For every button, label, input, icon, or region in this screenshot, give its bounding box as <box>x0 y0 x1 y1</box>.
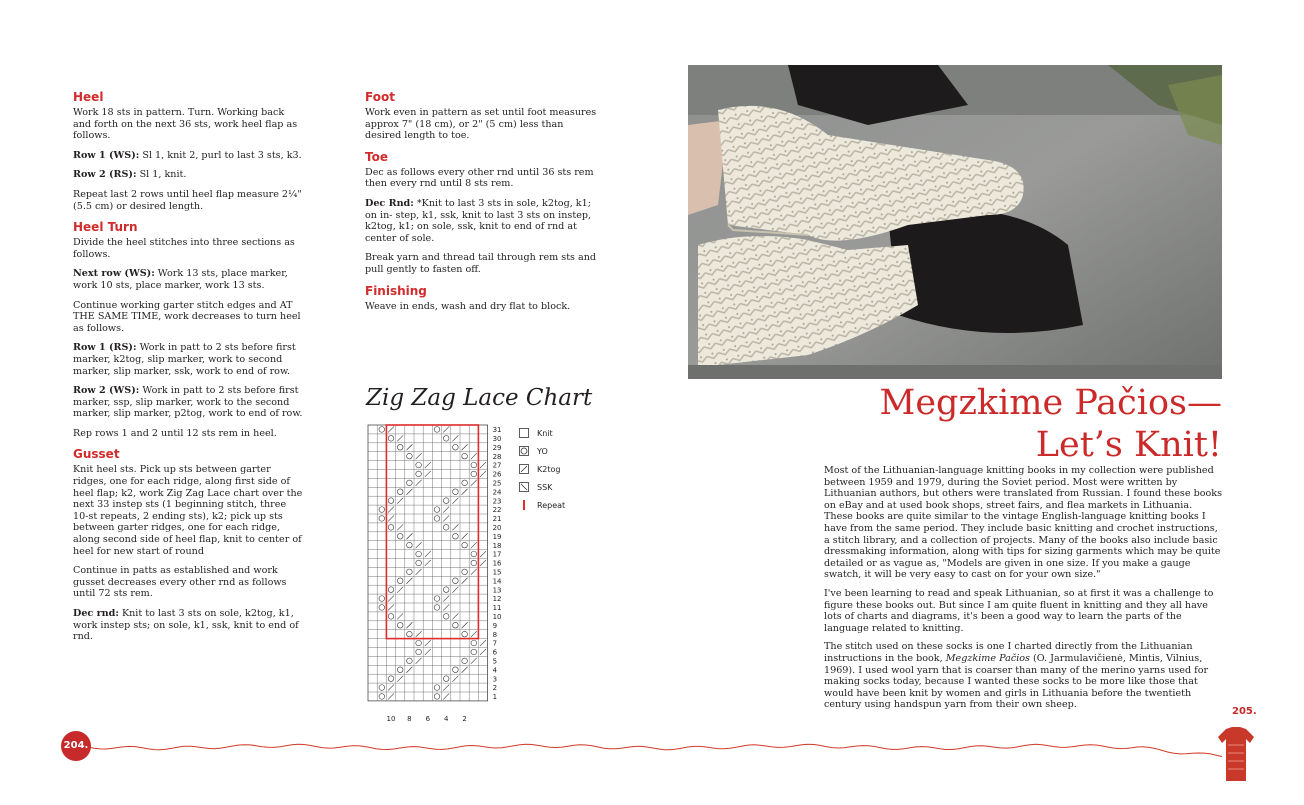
row-number-label: 8 <box>492 630 498 639</box>
middle-column <box>365 90 597 320</box>
legend-yo: YO <box>519 442 565 460</box>
heel-turn-continue: Continue working garter stitch edges and AT THE SAME TIME, work decreases to turn heel as follows. <box>73 299 301 334</box>
body-paragraph-1: Most of the Lithuanian-language knitting books in my collection were published between 1959 and 1979, during the Soviet period. Most were written by Lithuanian authors, but others were translated from Russian. I found these books on eBay and at used book shops, street fairs, and flea markets in Lithuania. These books are quite similar to the vintage English-language knitting books I have from the same period. They include basic knitting and crochet instructions, a stitch library, and a collection of projects. Many of the books also include basic dressmaking information, along with tips for sizing garments which may be quite detailed or as vague as, "Models are given in one size. If you make a gauge swatch, it will be very easy to cast on for your own size." <box>824 465 1223 581</box>
zig-zag-lace-chart <box>360 420 510 725</box>
sweater-icon <box>1216 725 1256 785</box>
row-number-label: 4 <box>492 666 498 675</box>
heel-row2: Row 2 (RS): Sl 1, knit. <box>73 169 187 181</box>
row-number-label: 15 <box>492 568 502 577</box>
heel-turn-next-row: Next row (WS): Work 13 sts, place marker, work 10 sts, place marker, work 13 sts. <box>73 268 288 291</box>
row-number-label: 17 <box>492 550 502 559</box>
row-number-label: 14 <box>492 577 502 586</box>
footer-yarn-line <box>88 735 1228 765</box>
row-number-label: 29 <box>492 443 502 452</box>
toe-paragraph: Dec as follows every other rnd until 36 sts rem then every rnd until 8 sts rem. <box>365 166 594 190</box>
finishing-paragraph: Weave in ends, wash and dry flat to block. <box>365 300 571 312</box>
column-number-label: 8 <box>407 714 412 723</box>
chart-title: Zig Zag Lace Chart <box>366 385 593 411</box>
row-number-label: 5 <box>492 657 498 666</box>
heel-turn-heading: Heel Turn <box>73 220 138 235</box>
finishing-heading: Finishing <box>365 283 427 298</box>
row-number-label: 21 <box>492 515 502 524</box>
body-paragraph-3: The stitch used on these socks is one I charted directly from the Lithuanian instructions in the book, Megzkime Pačios (O. Jarmulavičienė, Mintis, Vilnius, 1969). I used wool yarn that is coarser than many of the merino yarns used for making socks today, because I wanted these socks to be more like those that would have been knit by women and girls in Lithuania before the twentieth century using handspun yarn from their own sheep. <box>824 641 1209 711</box>
article-title <box>820 382 1222 466</box>
toe-heading: Toe <box>365 149 388 164</box>
page-number-left: 204. <box>61 731 91 761</box>
row-number-label: 10 <box>492 612 502 621</box>
row-number-label: 1 <box>492 693 498 702</box>
foot-heading: Foot <box>365 90 395 104</box>
row-number-label: 3 <box>492 675 498 684</box>
socks-photo <box>688 65 1222 379</box>
article-body <box>824 465 1222 718</box>
body-paragraph-2: I've been learning to read and speak Lithuanian, so at first it was a challenge to figure these books out. But since I am quite fluent in knitting and they all have lots of charts and diagrams, it's been a good way to learn the parts of the language related to knitting. <box>824 587 1214 634</box>
row-number-label: 16 <box>492 559 502 568</box>
row-number-label: 9 <box>492 621 498 630</box>
row-number-label: 27 <box>492 461 502 470</box>
knit-symbol-icon <box>519 428 529 438</box>
heel-turn-row2: Row 2 (WS): Work in patt to 2 sts before first marker, ssp, slip marker, work to the second marker, slip marker, p2tog, work to end of row. <box>73 385 303 420</box>
row-number-label: 25 <box>492 479 502 488</box>
gusset-continue: Continue in patts as established and work gusset decreases every other rnd as follows until 72 sts rem. <box>73 565 287 600</box>
heel-turn-paragraph: Divide the heel stitches into three sections as follows. <box>73 237 295 260</box>
column-number-label: 10 <box>386 714 396 723</box>
gusset-heading: Gusset <box>73 447 120 462</box>
foot-paragraph: Work even in pattern as set until foot measures approx 7" (18 cm), or 2" (5 cm) less than desired length to toe. <box>365 107 597 142</box>
heel-turn-repeat: Rep rows 1 and 2 until 12 sts rem in heel. <box>73 427 277 439</box>
row-number-label: 13 <box>492 586 502 595</box>
yo-symbol-icon <box>519 446 529 456</box>
gusset-paragraph: Knit heel sts. Pick up sts between garter ridges, one for each ridge, along first side of heel flap; k2, work Zig Zag Lace chart over the next 33 instep sts (1 beginning stitch, three 10-st repeats, 2 ending sts), k2; pick up sts between garter ridges, one for each ridge, along second side of heel flap, knit to center of heel for new start of round <box>73 464 303 557</box>
gusset-dec-rnd: Dec rnd: Knit to last 3 sts on sole, k2tog, k1, work instep sts; on sole, k1, ssk, knit to end of rnd. <box>73 608 299 643</box>
row-number-label: 7 <box>492 639 498 648</box>
column-number-label: 2 <box>462 714 467 723</box>
row-number-label: 20 <box>492 523 502 532</box>
row-number-label: 19 <box>492 532 502 541</box>
row-number-label: 22 <box>492 506 502 515</box>
row-number-label: 28 <box>492 452 502 461</box>
row-number-label: 11 <box>492 604 502 613</box>
legend-knit: Knit <box>519 424 565 442</box>
row-number-label: 31 <box>492 426 502 435</box>
legend-ssk: SSK <box>519 478 565 496</box>
toe-break-yarn: Break yarn and thread tail through rem sts and pull gently to fasten off. <box>365 252 597 275</box>
ssk-symbol-icon <box>519 482 529 492</box>
page-number-right: 205. <box>1232 706 1257 717</box>
left-column <box>73 90 303 651</box>
k2tog-symbol-icon <box>519 464 529 474</box>
row-number-label: 23 <box>492 497 502 506</box>
title-line-2: Let’s Knit! <box>1035 425 1222 465</box>
row-number-label: 26 <box>492 470 502 479</box>
row-number-label: 30 <box>492 434 502 443</box>
toe-dec-rnd: Dec Rnd: *Knit to last 3 sts in sole, k2tog, k1; on in- step, k1, ssk, knit to last 3 sts on instep, k2tog, k1; on sole, ssk, knit to end of rnd at center of sole. <box>365 197 592 244</box>
chart-legend <box>519 424 565 514</box>
legend-repeat: Repeat <box>519 496 565 514</box>
title-line-1: Megzkime Pačios— <box>879 383 1222 423</box>
row-number-label: 24 <box>492 488 502 497</box>
column-number-label: 6 <box>425 714 431 723</box>
heel-heading: Heel <box>73 90 104 104</box>
heel-turn-row1: Row 1 (RS): Work in patt to 2 sts before first marker, k2tog, slip marker, work to second marker, slip marker, ssk, work to end of row. <box>73 342 296 377</box>
heel-paragraph: Work 18 sts in pattern. Turn. Working back and forth on the next 36 sts, work heel flap as follows. <box>73 107 298 142</box>
repeat-symbol-icon <box>519 500 529 510</box>
heel-repeat: Repeat last 2 rows until heel flap measure 2¼" (5.5 cm) or desired length. <box>73 188 302 212</box>
row-number-label: 18 <box>492 541 502 550</box>
row-number-label: 6 <box>492 648 498 657</box>
row-number-label: 2 <box>492 684 498 693</box>
heel-row1: Row 1 (WS): Sl 1, knit 2, purl to last 3 sts, k3. <box>73 149 302 161</box>
row-number-label: 12 <box>492 595 502 604</box>
legend-k2tog: K2tog <box>519 460 565 478</box>
column-number-label: 4 <box>443 714 449 723</box>
